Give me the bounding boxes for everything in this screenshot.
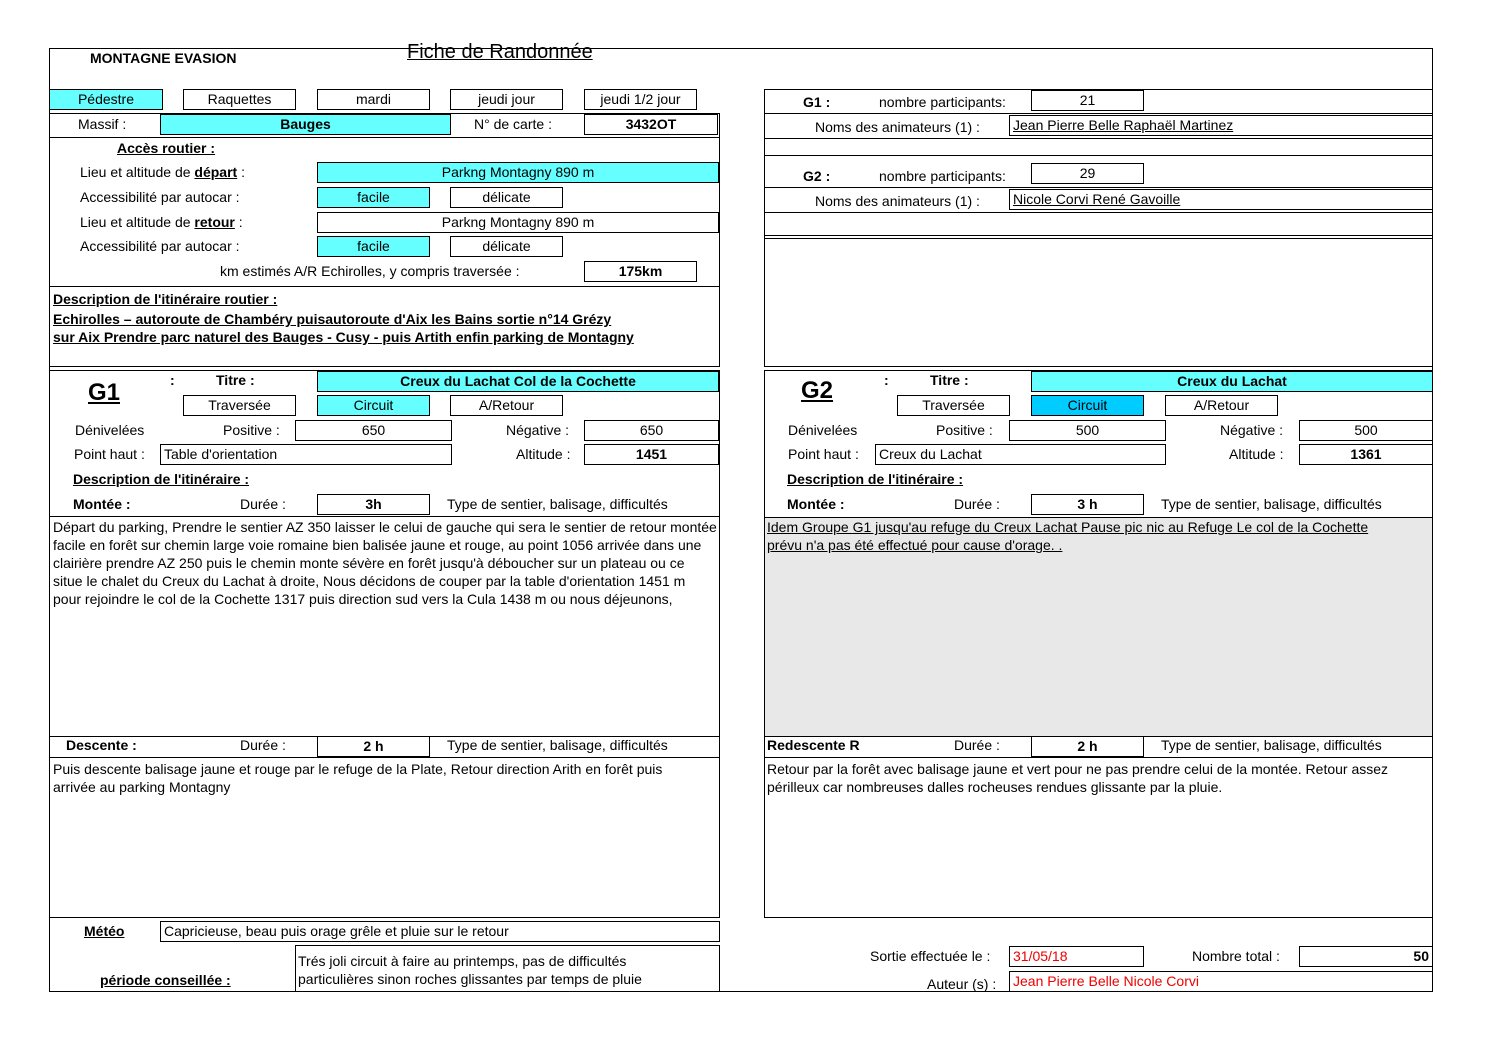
day-mardi-cell: mardi bbox=[317, 89, 430, 110]
g1-montee-text: Départ du parking, Prendre le sentier AZ 350 laisser le celui de gauche qui sera le sentier de retour montée facile en forêt sur chemin large voie romaine bien balisée jaune et rouge, au point 1056 arrivée dans une clairière prendre AZ 250 puis le chemin monte sévère en forêt jusqu'à déboucher sur un plateau ou ce situe le chalet du Creux du Lachat à droite, Nous décidons de couper par la table d'orientation 1451 m pour rejoindre le col de la Cochette 1317 puis direction sud vers la Cula 1438 m ou nous déjeunons, bbox=[53, 519, 717, 607]
g1-descente-type-label: Type de sentier, balisage, difficultés bbox=[447, 737, 668, 753]
g2-anim-label: Noms des animateurs (1) : bbox=[815, 193, 980, 209]
facile-cell-2: facile bbox=[317, 236, 430, 257]
divider bbox=[49, 137, 720, 138]
g2-descente-duree-label: Durée : bbox=[954, 737, 1000, 753]
g1-titre-label: Titre : bbox=[216, 372, 255, 388]
g1-alt-label: Altitude : bbox=[516, 446, 571, 462]
depart-value: Parkng Montagny 890 m bbox=[317, 162, 719, 183]
divider bbox=[764, 113, 1433, 114]
km-value: 175km bbox=[584, 261, 697, 282]
km-label: km estimés A/R Echirolles, y compris traversée : bbox=[220, 263, 520, 279]
g1-descente-duree-label: Durée : bbox=[240, 737, 286, 753]
g1-info-label: G1 : bbox=[803, 94, 831, 110]
g2-type-label: Type de sentier, balisage, difficultés bbox=[1161, 496, 1382, 512]
g1-desc-heading: Description de l'itinéraire : bbox=[73, 471, 250, 487]
retour-value: Parkng Montagny 890 m bbox=[317, 212, 719, 233]
g2-circuit-cell: Circuit bbox=[1031, 395, 1144, 416]
g2-point-label: Point haut : bbox=[788, 446, 859, 462]
divider bbox=[49, 286, 720, 287]
g2-descente-type-label: Type de sentier, balisage, difficultés bbox=[1161, 737, 1382, 753]
g1-alt-value: 1451 bbox=[584, 444, 719, 465]
g1-colon: : bbox=[170, 372, 175, 388]
g1-deniv-label: Dénivelées bbox=[75, 422, 145, 438]
divider bbox=[764, 155, 1433, 156]
pedestre-cell: Pédestre bbox=[49, 89, 163, 110]
g1-type-label: Type de sentier, balisage, difficultés bbox=[447, 496, 668, 512]
g2-descente-duree: 2 h bbox=[1031, 736, 1144, 757]
g1-point-label: Point haut : bbox=[74, 446, 145, 462]
divider bbox=[764, 235, 1433, 236]
g2-point-value: Creux du Lachat bbox=[875, 444, 1166, 465]
g2-montee-label: Montée : bbox=[787, 496, 845, 512]
route-line-1: Echirolles – autoroute de Chambéry puisautoroute d'Aix les Bains sortie n°14 Grézy bbox=[53, 311, 612, 327]
total-value: 50 bbox=[1299, 946, 1433, 967]
g2-info-label: G2 : bbox=[803, 168, 831, 184]
g1-montee-duree: 3h bbox=[317, 494, 430, 515]
sortie-label: Sortie effectuée le : bbox=[870, 948, 991, 964]
carte-label: N° de carte : bbox=[474, 116, 552, 132]
massif-value: Bauges bbox=[160, 114, 451, 135]
page-title: Fiche de Randonnée bbox=[407, 41, 593, 60]
g2-descente-text: Retour par la forêt avec balisage jaune et vert pour ne pas prendre celui de la montée. Retour assez périlleux car nombreuses dalles rocheuses rendues glissante par la pluie. bbox=[767, 761, 1389, 795]
g1-pos-label: Positive : bbox=[223, 422, 280, 438]
route-heading: Description de l'itinéraire routier : bbox=[53, 291, 278, 307]
periode-value: Trés joli circuit à faire au printemps, pas de difficultés particulières sinon roches glissantes par temps de pluie bbox=[298, 953, 642, 987]
g2-name: G2 bbox=[801, 377, 834, 404]
g2-alt-label: Altitude : bbox=[1229, 446, 1284, 462]
g1-aretour-cell: A/Retour bbox=[450, 395, 563, 416]
delicate-cell-1: délicate bbox=[450, 187, 563, 208]
meteo-label: Météo bbox=[84, 923, 125, 939]
g2-nb-label: nombre participants: bbox=[879, 168, 1006, 184]
g1-name: G1 bbox=[88, 379, 121, 406]
g2-nb-value: 29 bbox=[1031, 163, 1144, 184]
massif-label: Massif : bbox=[78, 116, 127, 132]
g1-descente-text: Puis descente balisage jaune et rouge par le refuge de la Plate, Retour direction Arith en forêt puis arrivée au parking Montagny bbox=[53, 761, 663, 795]
g2-duree-label: Durée : bbox=[954, 496, 1000, 512]
g1-anim-label: Noms des animateurs (1) : bbox=[815, 119, 980, 135]
divider bbox=[764, 187, 1433, 188]
divider bbox=[764, 238, 1433, 239]
depart-label: Lieu et altitude de départ : bbox=[80, 164, 245, 180]
total-label: Nombre total : bbox=[1192, 948, 1280, 964]
day-jeudi-demi-cell: jeudi 1/2 jour bbox=[584, 89, 697, 110]
g1-anim-value: Jean Pierre Belle Raphaël Martinez bbox=[1009, 115, 1433, 136]
carte-value: 3432OT bbox=[584, 114, 718, 135]
access-heading: Accès routier : bbox=[117, 140, 216, 156]
autocar-label-1: Accessibilité par autocar : bbox=[80, 189, 240, 205]
autocar-label-2: Accessibilité par autocar : bbox=[80, 238, 240, 254]
g2-montee-text: Idem Groupe G1 jusqu'au refuge du Creux Lachat Pause pic nic au Refuge Le col de la Cochette prévu n'a pas été effectué pour cause d'orage. . bbox=[767, 519, 1369, 553]
divider bbox=[49, 757, 720, 758]
day-jeudi-cell: jeudi jour bbox=[450, 89, 563, 110]
retour-label: Lieu et altitude de retour : bbox=[80, 214, 243, 230]
g1-montee-label: Montée : bbox=[73, 496, 131, 512]
divider bbox=[764, 757, 1433, 758]
divider bbox=[764, 138, 1433, 139]
auteur-value: Jean Pierre Belle Nicole Corvi bbox=[1009, 971, 1433, 992]
g1-pos-value: 650 bbox=[295, 420, 452, 441]
g1-nb-label: nombre participants: bbox=[879, 94, 1006, 110]
g1-neg-label: Négative : bbox=[506, 422, 570, 438]
auteur-label: Auteur (s) : bbox=[927, 976, 997, 992]
g1-duree-label: Durée : bbox=[240, 496, 286, 512]
g2-descente-label: Redescente R bbox=[767, 737, 860, 753]
facile-cell-1: facile bbox=[317, 187, 430, 208]
g2-aretour-cell: A/Retour bbox=[1165, 395, 1278, 416]
g1-titre-value: Creux du Lachat Col de la Cochette bbox=[317, 371, 719, 392]
delicate-cell-2: délicate bbox=[450, 236, 563, 257]
g2-traversee-cell: Traversée bbox=[897, 395, 1010, 416]
g2-alt-value: 1361 bbox=[1299, 444, 1433, 465]
g2-titre-label: Titre : bbox=[930, 372, 969, 388]
g1-point-value: Table d'orientation bbox=[160, 444, 452, 465]
g2-neg-label: Négative : bbox=[1220, 422, 1284, 438]
g2-montee-duree: 3 h bbox=[1031, 494, 1144, 515]
raquettes-cell: Raquettes bbox=[183, 89, 296, 110]
g2-anim-value: Nicole Corvi René Gavoille bbox=[1009, 189, 1433, 210]
club-name: MONTAGNE EVASION bbox=[90, 50, 237, 66]
g1-descente-label: Descente : bbox=[66, 737, 137, 753]
g2-pos-value: 500 bbox=[1009, 420, 1166, 441]
g1-nb-value: 21 bbox=[1031, 90, 1144, 111]
g1-neg-value: 650 bbox=[584, 420, 719, 441]
g2-titre-value: Creux du Lachat bbox=[1031, 371, 1433, 392]
g2-neg-value: 500 bbox=[1299, 420, 1433, 441]
g2-colon: : bbox=[884, 372, 889, 388]
g1-traversee-cell: Traversée bbox=[183, 395, 296, 416]
divider bbox=[764, 212, 1433, 213]
meteo-value: Capricieuse, beau puis orage grêle et pluie sur le retour bbox=[160, 921, 720, 942]
g2-deniv-label: Dénivelées bbox=[788, 422, 858, 438]
g1-circuit-cell: Circuit bbox=[317, 395, 430, 416]
route-line-2: sur Aix Prendre parc naturel des Bauges - Cusy - puis Artith enfin parking de Montagny bbox=[53, 329, 634, 345]
periode-label: période conseillée : bbox=[100, 972, 231, 988]
sortie-date: 31/05/18 bbox=[1009, 946, 1144, 967]
g1-descente-duree: 2 h bbox=[317, 736, 430, 757]
g2-desc-heading: Description de l'itinéraire : bbox=[787, 471, 964, 487]
g2-pos-label: Positive : bbox=[936, 422, 993, 438]
divider bbox=[49, 516, 720, 517]
